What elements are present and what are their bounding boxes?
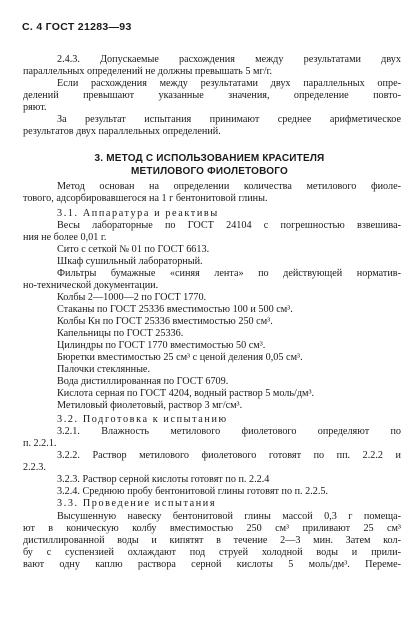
text-line: ряют. bbox=[23, 102, 47, 113]
text-line: параллельных определений не должны превышать 5 мг/г. bbox=[23, 66, 273, 77]
text-line: Цилиндры по ГОСТ 1770 вместимостью 50 см³. bbox=[57, 340, 266, 351]
text-line: 3.2. Подготовка к испытанию bbox=[57, 414, 228, 425]
text-line: п. 2.2.1. bbox=[23, 438, 57, 449]
text-line: 3.3. Проведение испытания bbox=[57, 498, 217, 509]
text-line: Колбы 2—1000—2 по ГОСТ 1770. bbox=[57, 292, 207, 303]
text-line: ют в коническую колбу вместимостью 250 см³ приливают 25 см³ bbox=[23, 523, 401, 534]
text-line: результатов двух параллельных определений. bbox=[23, 126, 221, 137]
text-line: За результат испытания принимают среднее арифметическое bbox=[57, 114, 401, 125]
text-line: 2.2.3. bbox=[23, 462, 46, 473]
text-line: Фильтры бумажные «синяя лента» по действующей норматив- bbox=[57, 268, 401, 279]
text-line: но-технической документации. bbox=[23, 280, 159, 291]
text-line: Бюретки вместимостью 25 см³ с ценой деления 0,05 см³. bbox=[57, 352, 303, 363]
text-line: тового, адсорбировавшегося на 1 г бентонитовой глины. bbox=[23, 193, 268, 204]
text-line: 3.2.3. Раствор серной кислоты готовят по п. 2.2.4 bbox=[57, 474, 270, 485]
text-line: Шкаф сушильный лабораторный. bbox=[57, 256, 203, 267]
text-line: Капельницы по ГОСТ 25336. bbox=[57, 328, 184, 339]
text-line: Вода дистиллированная по ГОСТ 6709. bbox=[57, 376, 229, 387]
text-line: Метод основан на определении количества метилового фиоле- bbox=[57, 181, 401, 192]
text-line: 2.4.3. Допускаемые расхождения между результатами двух bbox=[57, 54, 401, 65]
page-header: С. 4 ГОСТ 21283—93 bbox=[22, 21, 132, 33]
text-line: 3.1. Аппаратура и реактивы bbox=[57, 208, 219, 219]
text-line: Палочки стеклянные. bbox=[57, 364, 150, 375]
text-line: вают одну каплю раствора серной кислоты 5 моль/дм³. Переме- bbox=[23, 559, 401, 570]
text-line: делений превышают указанные значения, определение повто- bbox=[23, 90, 401, 101]
text-line: бу с суспензией охлаждают под струей холодной воды и прили- bbox=[23, 547, 401, 558]
text-line: ния не более 0,01 г. bbox=[23, 232, 107, 243]
text-line: Сито с сеткой № 01 по ГОСТ 6613. bbox=[57, 244, 210, 255]
text-line: Стаканы по ГОСТ 25336 вместимостью 100 и 500 см³. bbox=[57, 304, 293, 315]
text-line: Если расхождения между результатами двух параллельных опре- bbox=[57, 78, 401, 89]
text-line: Высушенную навеску бентонитовой глины массой 0,3 г помеща- bbox=[57, 511, 401, 522]
text-line: Кислота серная по ГОСТ 4204, водный раствор 5 моль/дм³. bbox=[57, 388, 315, 399]
text-line: 3.2.2. Раствор метилового фиолетового готовят по пп. 2.2.2 и bbox=[57, 450, 401, 461]
text-line: Весы лабораторные по ГОСТ 24104 с погрешностью взвешива- bbox=[57, 220, 401, 231]
text-line: Колбы Кн по ГОСТ 25336 вместимостью 250 см³. bbox=[57, 316, 273, 327]
text-line: Метиловый фиолетовый, раствор 3 мг/см³. bbox=[57, 400, 243, 411]
text-line: 3.2.1. Влажность метилового фиолетового определяют по bbox=[57, 426, 401, 437]
text-line: дистиллированной воды и кипятят в течение 2—3 мин. Затем кол- bbox=[23, 535, 401, 546]
section-title-line-2: МЕТИЛОВОГО ФИОЛЕТОВОГО bbox=[131, 166, 288, 177]
text-line: 3.2.4. Среднюю пробу бентонитовой глины готовят по п. 2.2.5. bbox=[57, 486, 329, 497]
section-title-line-1: 3. МЕТОД С ИСПОЛЬЗОВАНИЕМ КРАСИТЕЛЯ bbox=[94, 153, 325, 164]
